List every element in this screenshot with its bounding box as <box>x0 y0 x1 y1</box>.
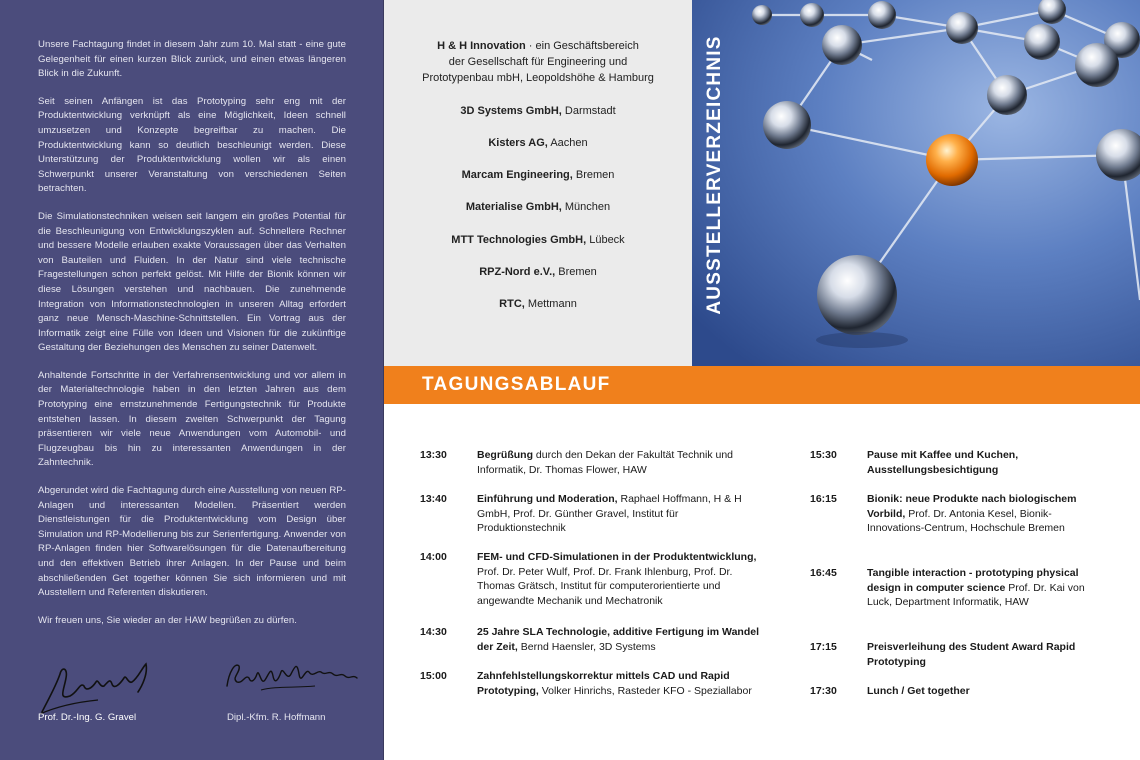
schedule-title: 25 Jahre SLA Technologie, additive Fertigung im Wandel der Zeit, <box>477 626 759 653</box>
schedule-detail: Prof. Dr. Antonia Kesel, Bionik-Innovations-Centrum, Hochschule Bremen <box>867 507 1065 535</box>
exhibitor-city: München <box>561 201 611 213</box>
signature-name: Prof. Dr.-Ing. G. Gravel <box>38 712 137 723</box>
exhibitor-name: 3D Systems GmbH, <box>460 105 562 117</box>
intro-panel <box>0 0 383 760</box>
exhibitor-city: Darmstadt <box>561 105 616 117</box>
exhibitor-item <box>384 296 692 312</box>
program-header-band <box>384 366 1140 404</box>
schedule-detail: Prof. Dr. Kai von Luck, Department Informatik, HAW <box>867 581 1085 609</box>
exhibitor-directory-title <box>695 0 735 366</box>
schedule-time: 13:30 <box>420 449 447 461</box>
schedule-time: 14:30 <box>420 626 447 638</box>
schedule-time: 15:00 <box>420 670 447 682</box>
exhibitor-detail: Prototypenbau mbH, Leopoldshöhe & Hamburg <box>422 72 654 84</box>
schedule-time: 17:30 <box>810 685 837 697</box>
exhibitor-name: RTC, <box>499 298 525 310</box>
exhibitor-item <box>384 232 692 248</box>
exhibitor-name: Materialise GmbH, <box>465 201 562 213</box>
exhibitor-item <box>384 135 692 151</box>
schedule-title: Bionik: neue Produkte nach biologischem Vorbild, <box>867 493 1077 520</box>
schedule-title: Zahnfehlstellungskorrektur mittels CAD und Rapid Prototyping, <box>477 670 730 697</box>
network-spheres-image <box>692 0 1140 366</box>
intro-paragraph: Anhaltende Fortschritte in der Verfahrensentwicklung und vor allem in der Materialtechnologie haben in den letzten Jahren aus dem Prototyping eine ernstzunehmende Fertigungstechnik für Produkte entstehen lassen. In diesem zweiten Schwerpunkt der Tagung präsentieren wir viele neue Anwendungen vom Automobil- und Flugzeugbau bis hin zu interessanten Anwendungen in der Zahntechnik. <box>38 369 346 469</box>
handwritten-signature-hoffmann <box>225 656 365 706</box>
schedule-title: Lunch / Get together <box>867 685 970 697</box>
schedule-time: 16:45 <box>810 567 837 579</box>
schedule-time: 17:15 <box>810 641 837 653</box>
schedule-time: 15:30 <box>810 449 837 461</box>
exhibitor-list <box>384 0 692 366</box>
exhibitor-item <box>384 264 692 280</box>
schedule-title: FEM- und CFD-Simulationen in der Produktentwicklung, <box>477 551 757 563</box>
exhibitor-lead <box>384 38 692 86</box>
signature-hoffmann <box>225 656 365 746</box>
exhibitor-city: Lübeck <box>586 234 625 246</box>
handwritten-signature-gravel <box>38 656 168 716</box>
exhibitor-name: Marcam Engineering, <box>461 169 573 181</box>
intro-paragraph: Die Simulationstechniken weisen seit langem ein großes Potential für die Beschleunigung von Entwicklungszyklen auf. Schnellere Rechner und bessere Modelle erlauben exakte Voraussagen über das Verhalten von Bauteilen und Fluiden. In der Natur sind viele technische Fragestellungen schon perfekt gelöst. Mit Hilfe der Bionik können wir diese Lösungen verstehen und nachbauen. Die zunehmende Integration von Informationstechnologien in unseren Alltag erfordert ganz neue Mensch-Maschine-Schnittstellen. Ein Vortrag aus der Informatik zeigt eine Fülle von Ideen und Visionen für die zukünftige Gestaltung der Beziehungen des Menschen zu seiner Datenwelt. <box>38 210 346 354</box>
schedule-title: Tangible interaction - prototyping physical design in computer science <box>867 567 1079 594</box>
exhibitor-item <box>384 199 692 215</box>
schedule-time: 16:15 <box>810 493 837 505</box>
intro-paragraph: Seit seinen Anfängen ist das Prototyping sehr eng mit der Produktentwicklung verknüpft als eine Möglichkeit, Ideen schnell umzusetzen und Konzepte begreifbar zu machen. Die Produktentwicklung kann so deutlich beschleunigt werden. Diese Unterstützung der Produktentwicklung wollen wir als einen Schwerpunkt unserer Veranstaltung von verschiedenen Seiten betrachten. <box>38 95 346 195</box>
exhibitor-city: Mettmann <box>524 298 577 310</box>
intro-paragraph: Unsere Fachtagung findet in diesem Jahr zum 10. Mal statt - eine gute Gelegenheit für einen kurzen Blick zurück, und einen etwas längeren Blick in die Zukunft. <box>38 39 346 80</box>
exhibitor-name: RPZ-Nord e.V., <box>479 266 556 278</box>
exhibitor-item <box>384 167 692 183</box>
exhibitor-detail: der Gesellschaft für Engineering und <box>448 56 628 68</box>
schedule-title: Pause mit Kaffee und Kuchen, Ausstellungsbesichtigung <box>867 449 1019 476</box>
exhibitor-city: Bremen <box>572 169 615 181</box>
exhibitor-name: MTT Technologies GmbH, <box>451 234 587 246</box>
schedule-title: Einführung und Moderation, <box>477 493 618 505</box>
intro-paragraph: Wir freuen uns, Sie wieder an der HAW begrüßen zu dürfen. <box>38 614 297 626</box>
molecule-network-illustration <box>692 0 1140 366</box>
exhibitor-detail: · ein Geschäftsbereich <box>525 40 639 52</box>
exhibitor-item <box>384 103 692 119</box>
schedule-detail: durch den Dekan der Fakultät Technik und Informatik, Dr. Thomas Flower, HAW <box>477 449 734 476</box>
schedule-time: 13:40 <box>420 493 447 505</box>
exhibitor-city: Aachen <box>547 137 588 149</box>
schedule-time: 14:00 <box>420 551 447 563</box>
schedule-detail: Volker Hinrichs, Rasteder KFO - Speziallabor <box>538 684 752 697</box>
signature-name: Dipl.-Kfm. R. Hoffmann <box>227 712 326 723</box>
exhibitor-name: H & H Innovation <box>437 40 526 52</box>
schedule-title: Begrüßung <box>477 449 533 461</box>
schedule-detail: Raphael Hoffmann, H & H GmbH, Prof. Dr. Günther Gravel, Institut für Produktionstechnik <box>477 493 742 535</box>
program-heading: TAGUNGSABLAUF <box>422 374 611 395</box>
exhibitor-name: Kisters AG, <box>488 137 548 149</box>
schedule-title: Preisverleihung des Student Award Rapid Prototyping <box>867 641 1076 668</box>
schedule-detail: Bernd Haensler, 3D Systems <box>517 640 656 653</box>
schedule-detail: Prof. Dr. Peter Wulf, Prof. Dr. Frank Ihlenburg, Prof. Dr. Thomas Grätsch, Institut für computerorientierte und angewandte Mechanik und Mechatronik <box>477 565 733 607</box>
intro-paragraph: Abgerundet wird die Fachtagung durch eine Ausstellung von neuen RP-Anlagen und interessanten Modellen. Präsentiert werden Dienstleistungen für die Produktentwicklung vom Design über Simulation und RP-Modellierung bis zur Serienfertigung. Anwender von RP-Anlagen finden hier Softwarelösungen für die Datenaufbereitung und den effektiven Betrieb ihrer Anlagen. In der Pause und beim abschließenden Get together können Sie sich informieren und mit Ausstellern und Referenten diskutieren. <box>38 485 346 599</box>
signature-gravel <box>38 656 168 746</box>
exhibitor-city: Bremen <box>555 266 597 278</box>
exhibitor-directory-heading: AUSSTELLERVERZEICHNIS <box>704 35 725 315</box>
